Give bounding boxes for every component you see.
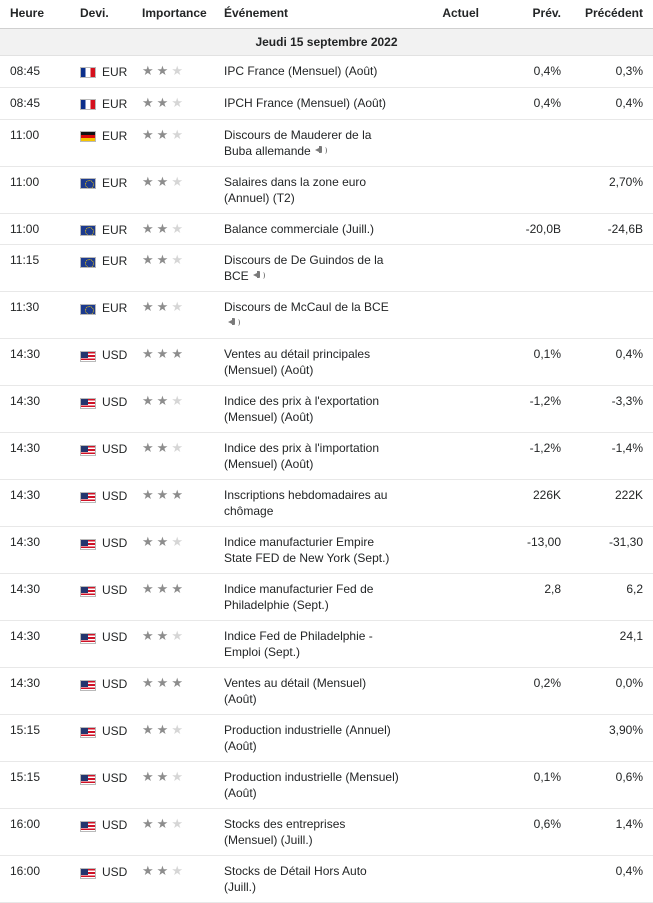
event-name-cell[interactable] [214,715,409,762]
event-time: 11:00 [0,213,70,245]
star-filled-icon: ★ [142,487,157,503]
currency-cell [70,213,132,245]
currency-label: EUR [102,175,128,190]
currency-label: USD [102,489,128,504]
star-filled-icon: ★ [171,487,186,503]
star-filled-icon: ★ [142,220,157,236]
event-name-cell[interactable] [214,433,409,480]
country-flag-icon [80,817,96,833]
currency-label: USD [102,630,128,645]
column-header-forecast[interactable]: Prév. [489,0,571,29]
star-filled-icon: ★ [171,346,186,362]
column-header-actual[interactable]: Actuel [409,0,489,29]
country-flag-icon [80,253,96,269]
event-time: 14:30 [0,621,70,668]
event-previous-value: 0,4% [571,856,653,903]
event-previous-value: -31,30 [571,527,653,574]
event-name-cell[interactable] [214,213,409,245]
event-time: 11:30 [0,292,70,339]
event-name-cell[interactable] [214,856,409,903]
event-actual-value [409,574,489,621]
country-flag-icon [80,441,96,457]
importance-cell[interactable] [132,715,214,762]
importance-cell[interactable] [132,762,214,809]
star-filled-icon: ★ [142,675,157,691]
event-actual-value [409,386,489,433]
event-forecast-value [489,856,571,903]
event-time: 14:30 [0,480,70,527]
event-time: 14:30 [0,574,70,621]
event-name-cell[interactable] [214,574,409,621]
table-row[interactable] [0,213,653,245]
importance-stars [142,863,186,878]
table-row[interactable] [0,621,653,668]
star-empty-icon: ★ [171,299,186,315]
event-name: Ventes au détail principales (Mensuel) (Août) [224,347,371,378]
event-name-cell[interactable] [214,809,409,856]
event-time: 14:30 [0,433,70,480]
country-flag-icon [80,221,96,237]
event-time: 14:30 [0,668,70,715]
currency-label: EUR [102,96,128,111]
star-filled-icon: ★ [156,722,172,738]
speaker-audio-icon[interactable] [228,317,241,328]
importance-cell[interactable] [132,386,214,433]
event-forecast-value [489,292,571,339]
event-name: Stocks des entreprises (Mensuel) (Juill.) [224,817,346,848]
event-name: Indice des prix à l'exportation (Mensuel) (Août) [224,394,380,425]
currency-cell [70,574,132,621]
star-filled-icon: ★ [156,487,172,503]
event-forecast-value: -20,0B [489,213,571,245]
event-previous-value: 3,90% [571,715,653,762]
star-empty-icon: ★ [171,816,186,832]
event-time: 15:15 [0,715,70,762]
importance-cell[interactable] [132,433,214,480]
star-filled-icon: ★ [156,769,172,785]
importance-stars [142,769,186,784]
importance-cell[interactable] [132,668,214,715]
event-name: IPC France (Mensuel) (Août) [224,64,378,78]
event-name-cell[interactable] [214,386,409,433]
star-filled-icon: ★ [142,173,157,189]
event-name-cell[interactable] [214,56,409,88]
event-actual-value [409,213,489,245]
star-filled-icon: ★ [156,863,172,879]
event-forecast-value: 0,4% [489,87,571,119]
importance-stars [142,346,186,361]
event-actual-value [409,166,489,213]
country-flag-icon [80,394,96,410]
currency-cell [70,166,132,213]
date-separator-row [0,29,653,56]
star-empty-icon: ★ [171,252,186,268]
currency-label: USD [102,677,128,692]
event-actual-value [409,119,489,166]
star-empty-icon: ★ [171,63,186,78]
event-previous-value: 0,4% [571,87,653,119]
table-row[interactable] [0,762,653,809]
currency-cell [70,809,132,856]
importance-stars [142,487,186,502]
event-previous-value: 1,4% [571,809,653,856]
currency-cell [70,527,132,574]
star-filled-icon: ★ [142,863,157,879]
star-empty-icon: ★ [171,769,186,785]
table-row[interactable] [0,715,653,762]
event-forecast-value: 0,4% [489,56,571,88]
event-name-cell[interactable] [214,119,409,166]
importance-cell[interactable] [132,527,214,574]
currency-label: EUR [102,301,128,316]
event-previous-value: 0,4% [571,339,653,386]
importance-cell[interactable] [132,213,214,245]
importance-cell[interactable] [132,574,214,621]
event-name: Production industrielle (Annuel) (Août) [224,723,391,754]
currency-cell [70,119,132,166]
table-row[interactable] [0,668,653,715]
event-forecast-value: -1,2% [489,433,571,480]
country-flag-icon [80,127,96,143]
event-actual-value [409,856,489,903]
event-actual-value [409,480,489,527]
star-empty-icon: ★ [171,863,186,879]
event-actual-value [409,621,489,668]
importance-cell[interactable] [132,245,214,292]
event-forecast-value: 2,8 [489,574,571,621]
table-header [0,0,653,29]
event-previous-value [571,245,653,292]
star-filled-icon: ★ [142,722,157,738]
event-previous-value: 6,2 [571,574,653,621]
table-row[interactable] [0,527,653,574]
currency-label: USD [102,442,128,457]
table-row[interactable] [0,245,653,292]
star-filled-icon: ★ [156,94,172,110]
importance-stars [142,628,186,643]
table-row[interactable] [0,87,653,119]
currency-label: USD [102,818,128,833]
table-row[interactable] [0,480,653,527]
star-filled-icon: ★ [156,534,172,550]
importance-cell[interactable] [132,166,214,213]
event-actual-value [409,433,489,480]
star-filled-icon: ★ [142,63,157,78]
star-empty-icon: ★ [171,393,186,409]
importance-cell[interactable] [132,56,214,88]
star-empty-icon: ★ [171,220,186,236]
currency-label: EUR [102,128,128,143]
event-forecast-value [489,245,571,292]
event-name-cell[interactable] [214,339,409,386]
currency-cell [70,245,132,292]
column-header-event[interactable]: Événement [214,0,409,29]
event-previous-value: 222K [571,480,653,527]
star-filled-icon: ★ [156,628,172,644]
star-filled-icon: ★ [142,393,157,409]
importance-stars [142,127,186,142]
star-empty-icon: ★ [171,628,186,644]
star-empty-icon: ★ [171,722,186,738]
star-empty-icon: ★ [171,94,186,110]
currency-label: USD [102,724,128,739]
country-flag-icon [80,864,96,880]
importance-cell[interactable] [132,809,214,856]
star-filled-icon: ★ [156,220,172,236]
currency-cell [70,87,132,119]
importance-stars [142,252,186,267]
currency-cell [70,386,132,433]
currency-cell [70,56,132,88]
star-filled-icon: ★ [142,126,157,142]
event-actual-value [409,292,489,339]
event-name: Inscriptions hebdomadaires au chômage [224,488,388,519]
event-actual-value [409,245,489,292]
event-forecast-value [489,715,571,762]
currency-cell [70,339,132,386]
importance-cell[interactable] [132,480,214,527]
importance-stars [142,299,186,314]
star-filled-icon: ★ [142,769,157,785]
event-forecast-value: 226K [489,480,571,527]
country-flag-icon [80,300,96,316]
speaker-audio-icon[interactable] [253,270,266,281]
event-name: Balance commerciale (Juill.) [224,221,375,236]
event-name: Indice manufacturier Empire State FED de New York (Sept.) [224,535,390,566]
currency-cell [70,856,132,903]
currency-cell [70,292,132,339]
event-actual-value [409,715,489,762]
event-name: Discours de Mauderer de la Buba allemande [224,127,372,158]
event-previous-value: 24,1 [571,621,653,668]
event-forecast-value: 0,2% [489,668,571,715]
country-flag-icon [80,582,96,598]
event-time: 14:30 [0,339,70,386]
event-previous-value: 0,3% [571,56,653,88]
event-forecast-value: 0,1% [489,762,571,809]
star-empty-icon: ★ [171,126,186,142]
star-empty-icon: ★ [171,173,186,189]
country-flag-icon [80,174,96,190]
importance-stars [142,174,186,189]
star-filled-icon: ★ [142,628,157,644]
star-filled-icon: ★ [156,299,172,315]
event-name: Discours de De Guindos de la BCE [224,253,384,284]
event-forecast-value: -1,2% [489,386,571,433]
currency-label: USD [102,583,128,598]
event-previous-value: 0,6% [571,762,653,809]
event-time: 14:30 [0,527,70,574]
event-time: 15:15 [0,762,70,809]
event-name-cell[interactable] [214,166,409,213]
event-previous-value: -3,3% [571,386,653,433]
importance-stars [142,440,186,455]
star-filled-icon: ★ [156,816,172,832]
currency-label: USD [102,395,128,410]
country-flag-icon [80,723,96,739]
star-filled-icon: ★ [142,816,157,832]
star-filled-icon: ★ [156,581,172,597]
event-name-cell[interactable] [214,87,409,119]
event-forecast-value: -13,00 [489,527,571,574]
event-forecast-value: 0,6% [489,809,571,856]
column-header-previous[interactable]: Précédent [571,0,653,29]
currency-cell [70,762,132,809]
event-time: 14:30 [0,386,70,433]
event-time: 11:00 [0,119,70,166]
star-empty-icon: ★ [171,440,186,456]
event-actual-value [409,809,489,856]
importance-cell[interactable] [132,292,214,339]
event-name: Salaires dans la zone euro (Annuel) (T2) [224,174,367,205]
event-time: 08:45 [0,56,70,88]
event-name-cell[interactable] [214,245,409,292]
currency-label: USD [102,865,128,880]
table-row[interactable] [0,339,653,386]
event-name-cell[interactable] [214,292,409,339]
event-time: 11:15 [0,245,70,292]
star-filled-icon: ★ [156,393,172,409]
star-filled-icon: ★ [142,94,157,110]
column-header-currency[interactable]: Devi. [70,0,132,29]
country-flag-icon [80,347,96,363]
column-header-time[interactable]: Heure [0,0,70,29]
event-name: IPCH France (Mensuel) (Août) [224,95,387,110]
star-filled-icon: ★ [171,581,186,597]
event-time: 16:00 [0,856,70,903]
event-forecast-value [489,621,571,668]
importance-stars [142,63,186,78]
event-previous-value: 2,70% [571,166,653,213]
event-time: 16:00 [0,809,70,856]
currency-label: USD [102,771,128,786]
importance-cell[interactable] [132,87,214,119]
currency-label: USD [102,348,128,363]
currency-cell [70,480,132,527]
event-name: Discours de McCaul de la BCE [224,300,389,315]
star-filled-icon: ★ [142,581,157,597]
currency-label: USD [102,536,128,551]
importance-cell[interactable] [132,119,214,166]
currency-cell [70,668,132,715]
event-previous-value: -24,6B [571,213,653,245]
column-header-importance[interactable]: Importance [132,0,214,29]
importance-stars [142,722,186,737]
star-filled-icon: ★ [156,675,172,691]
header-row [0,0,653,29]
event-name: Production industrielle (Mensuel) (Août) [224,770,399,801]
star-filled-icon: ★ [156,346,172,362]
currency-label: EUR [102,222,128,237]
country-flag-icon [80,629,96,645]
star-filled-icon: ★ [156,252,172,268]
event-forecast-value [489,166,571,213]
event-name-cell[interactable] [214,668,409,715]
importance-stars [142,393,186,408]
event-actual-value [409,87,489,119]
country-flag-icon [80,96,96,112]
country-flag-icon [80,488,96,504]
importance-stars [142,95,186,110]
star-filled-icon: ★ [142,534,157,550]
event-time: 08:45 [0,87,70,119]
country-flag-icon [80,64,96,80]
event-actual-value [409,339,489,386]
event-name-cell[interactable] [214,527,409,574]
star-filled-icon: ★ [156,126,172,142]
star-filled-icon: ★ [142,440,157,456]
table-row[interactable] [0,166,653,213]
event-name: Indice Fed de Philadelphie - Emploi (Sept.) [224,629,373,660]
event-previous-value: -1,4% [571,433,653,480]
importance-cell[interactable] [132,621,214,668]
event-name: Indice des prix à l'importation (Mensuel) (Août) [224,441,380,472]
table-row[interactable] [0,386,653,433]
importance-cell[interactable] [132,856,214,903]
table-row[interactable] [0,809,653,856]
event-name-cell[interactable] [214,762,409,809]
table-row[interactable] [0,56,653,88]
currency-cell [70,715,132,762]
event-previous-value: 0,0% [571,668,653,715]
event-actual-value [409,56,489,88]
event-forecast-value [489,119,571,166]
event-previous-value [571,292,653,339]
country-flag-icon [80,676,96,692]
table-row[interactable] [0,292,653,339]
star-filled-icon: ★ [142,252,157,268]
importance-stars [142,221,186,236]
star-filled-icon: ★ [171,675,186,691]
table-row[interactable] [0,433,653,480]
star-filled-icon: ★ [156,440,172,456]
currency-label: EUR [102,64,128,79]
event-name-cell[interactable] [214,480,409,527]
currency-cell [70,433,132,480]
importance-stars [142,581,186,596]
importance-cell[interactable] [132,339,214,386]
event-actual-value [409,762,489,809]
table-row[interactable] [0,856,653,903]
speaker-audio-icon[interactable] [315,145,328,156]
table-row[interactable] [0,574,653,621]
currency-cell [70,621,132,668]
star-filled-icon: ★ [156,63,172,78]
event-time: 11:00 [0,166,70,213]
event-name: Ventes au détail (Mensuel) (Août) [224,676,367,707]
event-forecast-value: 0,1% [489,339,571,386]
star-filled-icon: ★ [156,173,172,189]
country-flag-icon [80,535,96,551]
star-filled-icon: ★ [142,346,157,362]
event-name: Stocks de Détail Hors Auto (Juill.) [224,864,367,895]
event-actual-value [409,668,489,715]
table-row[interactable] [0,119,653,166]
date-label: Jeudi 15 septembre 2022 [0,29,653,56]
importance-stars [142,534,186,549]
event-name: Indice manufacturier Fed de Philadelphie (Sept.) [224,582,374,613]
event-actual-value [409,527,489,574]
star-empty-icon: ★ [171,534,186,550]
currency-label: EUR [102,254,128,269]
importance-stars [142,675,186,690]
star-filled-icon: ★ [142,299,157,315]
country-flag-icon [80,770,96,786]
table-body [0,29,653,903]
event-name-cell[interactable] [214,621,409,668]
event-previous-value [571,119,653,166]
